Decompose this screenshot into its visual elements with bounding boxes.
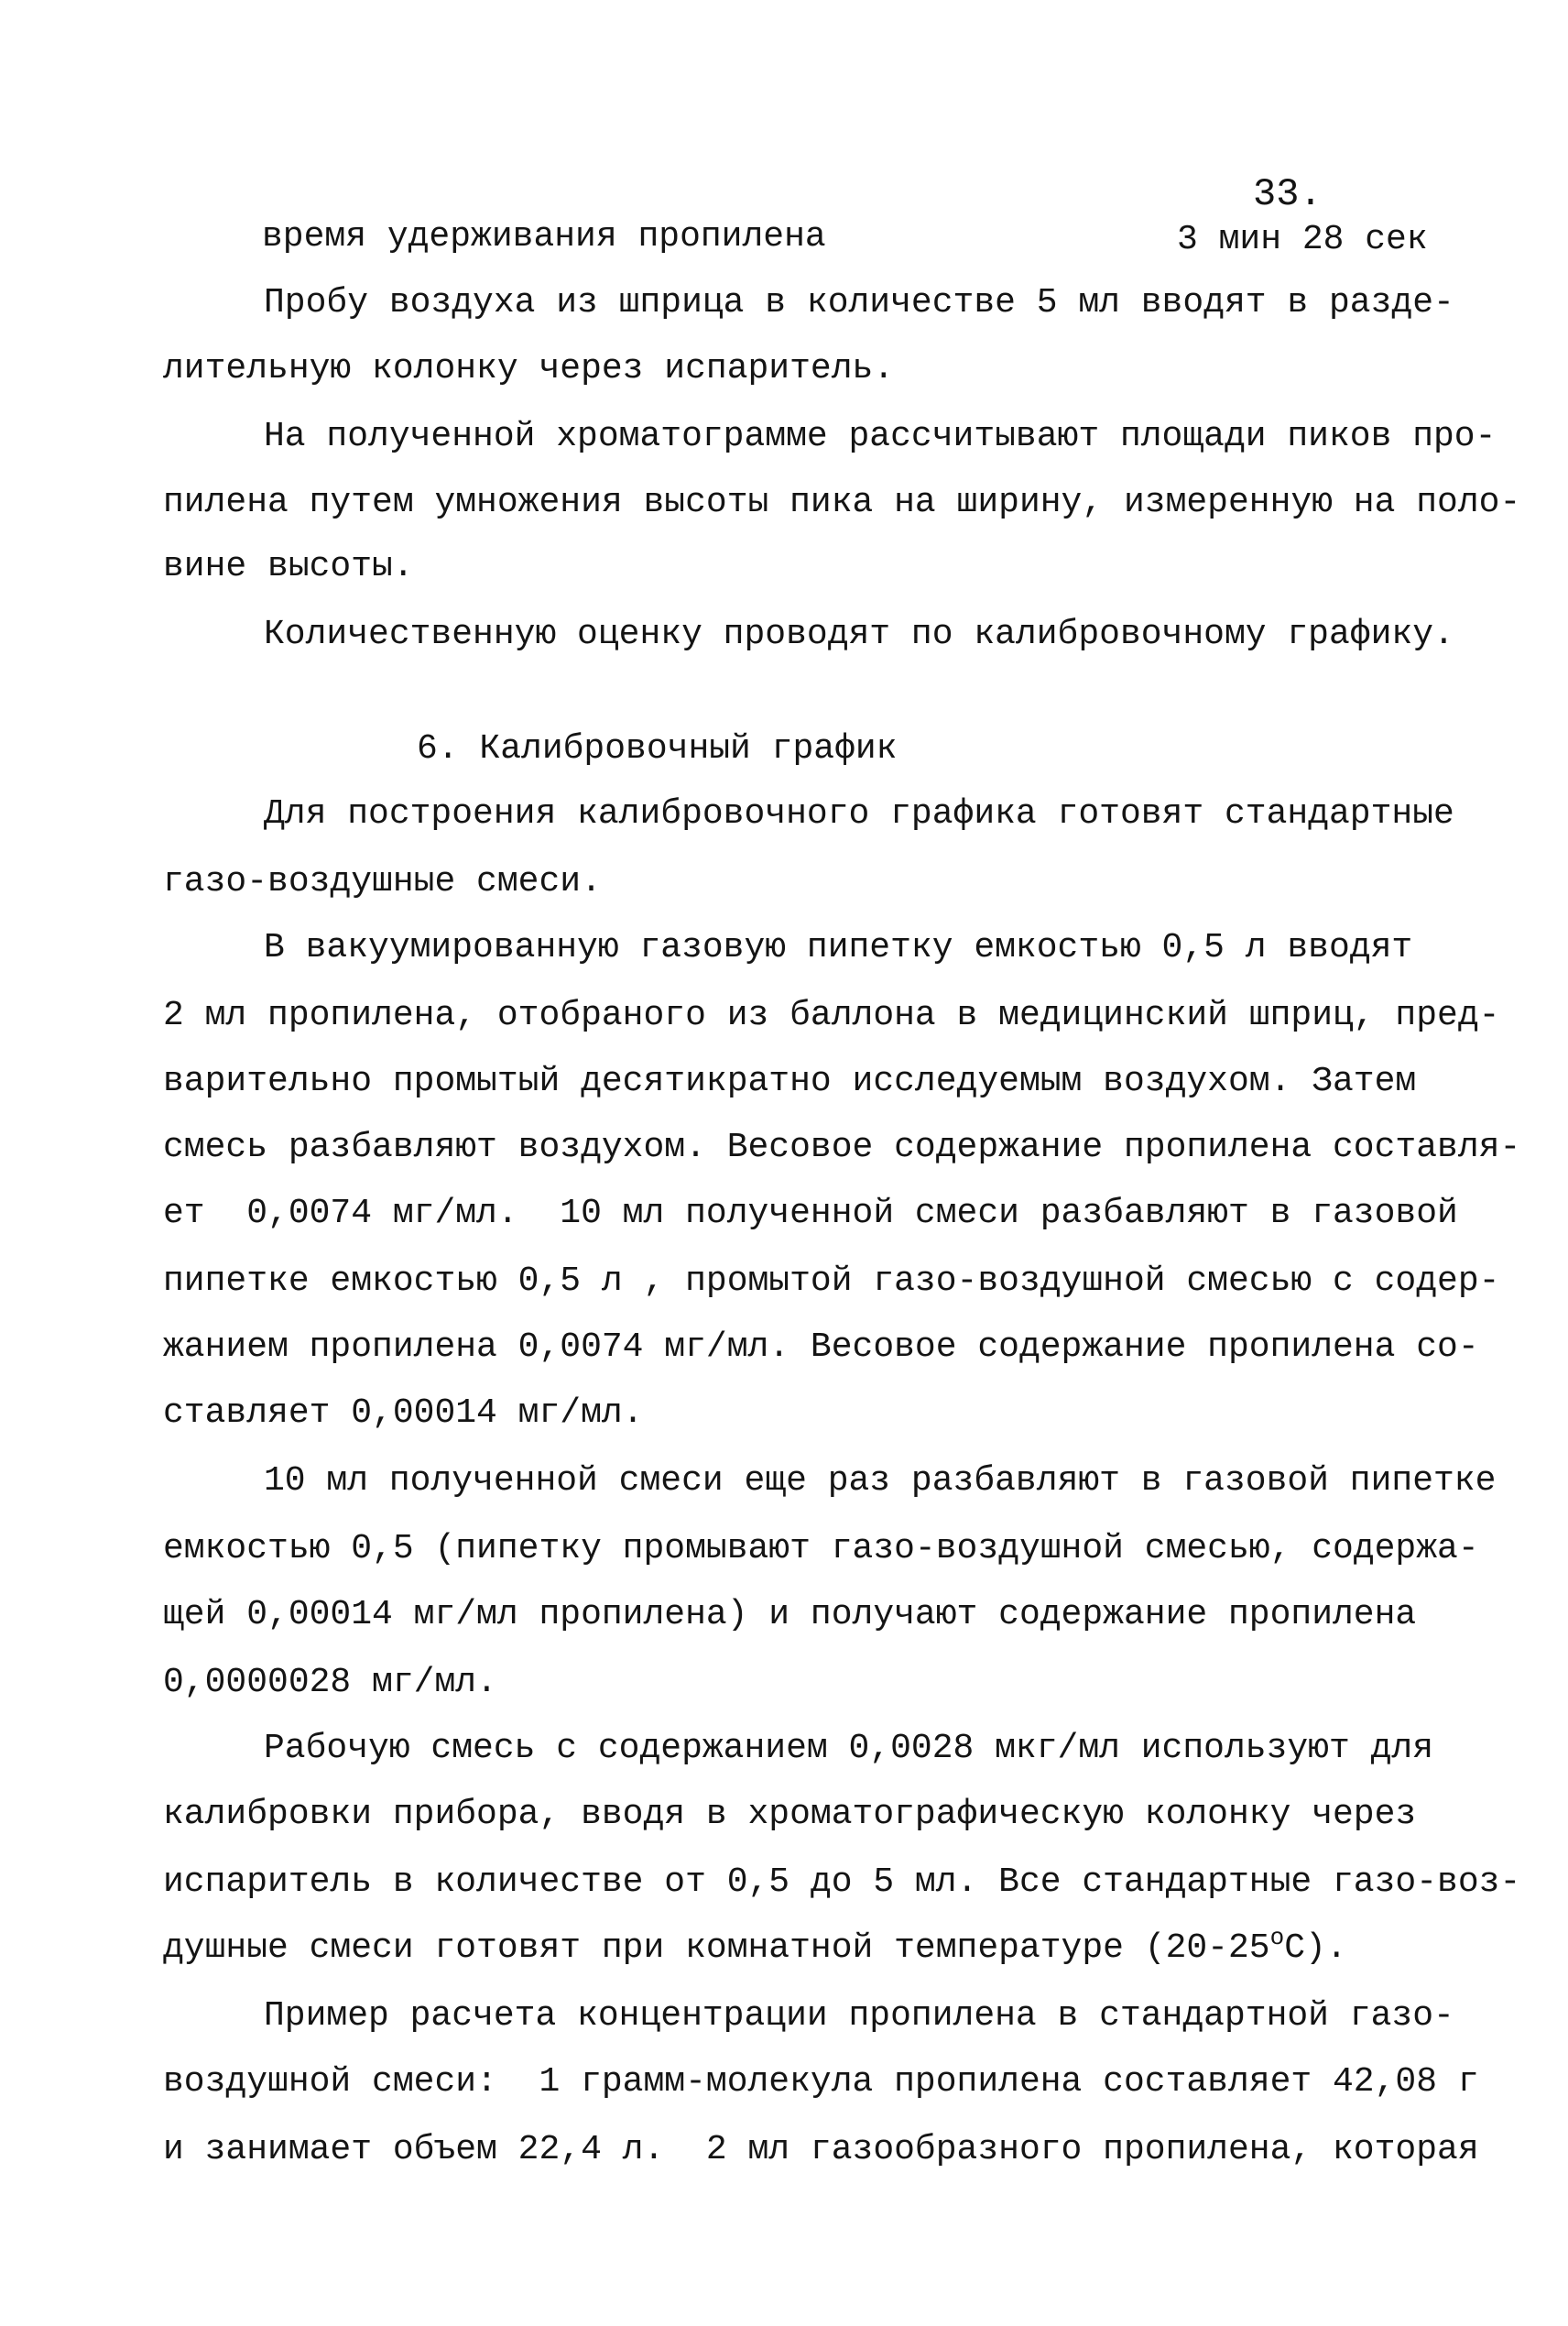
section-heading: 6. Калибровочный график xyxy=(417,729,898,769)
text-line: Пример расчета концентрации пропилена в стандартной газо- xyxy=(264,1996,1454,2036)
text-line-with-superscript xyxy=(163,1924,1347,1968)
text-segment: душные смеси готовят при комнатной температуре (20-25 xyxy=(163,1928,1270,1968)
page-number: 33. xyxy=(1253,172,1323,216)
text-line: В вакуумированную газовую пипетку емкостью 0,5 л вводят xyxy=(264,928,1413,967)
text-line: Для построения калибровочного графика готовят стандартные xyxy=(264,794,1454,834)
text-line: пилена путем умножения высоты пика на ширину, измеренную на поло- xyxy=(163,483,1521,522)
text-line: жанием пропилена 0,0074 мг/мл. Весовое содержание пропилена со- xyxy=(163,1327,1479,1367)
text-line: газо-воздушные смеси. xyxy=(163,862,602,901)
text-line: 2 мл пропилена, отобраного из баллона в медицинский шприц, пред- xyxy=(163,996,1500,1035)
text-line: вине высоты. xyxy=(163,547,414,586)
text-line: испаритель в количестве от 0,5 до 5 мл. Все стандартные газо-воз- xyxy=(163,1862,1521,1902)
text-line: воздушной смеси: 1 грамм-молекула пропилена составляет 42,08 г xyxy=(163,2062,1479,2102)
text-segment: C). xyxy=(1284,1928,1347,1968)
text-line: ет 0,0074 мг/мл. 10 мл полученной смеси разбавляют в газовой xyxy=(163,1194,1458,1233)
text-line: калибровки прибора, вводя в хроматографическую колонку через xyxy=(163,1795,1417,1834)
retention-time-value: 3 мин 28 сек xyxy=(1177,220,1428,259)
text-line: ставляет 0,00014 мг/мл. xyxy=(163,1393,644,1433)
text-line: лительную колонку через испаритель. xyxy=(163,349,895,388)
text-line: пипетке емкостью 0,5 л , промытой газо-воздушной смесью с содер- xyxy=(163,1261,1500,1301)
text-line: щей 0,00014 мг/мл пропилена) и получают содержание пропилена xyxy=(163,1595,1417,1634)
text-line: Рабочую смесь с содержанием 0,0028 мкг/мл используют для xyxy=(264,1729,1434,1768)
degree-superscript: o xyxy=(1269,1924,1285,1951)
text-line: 0,0000028 мг/мл. xyxy=(163,1663,497,1702)
text-line: 10 мл полученной смеси еще раз разбавляют в газовой пипетке xyxy=(264,1461,1497,1501)
text-line: варительно промытый десятикратно исследуемым воздухом. Затем xyxy=(163,1062,1417,1101)
text-line: емкостью 0,5 (пипетку промывают газо-воздушной смесью, содержа- xyxy=(163,1529,1479,1568)
text-line: Количественную оценку проводят по калибровочному графику. xyxy=(264,615,1454,654)
text-line: На полученной хроматограмме рассчитывают площади пиков про- xyxy=(264,417,1497,456)
text-line: и занимает объем 22,4 л. 2 мл газообразного пропилена, которая xyxy=(163,2130,1479,2169)
retention-time-label: время удерживания пропилена xyxy=(262,217,826,257)
text-line: смесь разбавляют воздухом. Весовое содержание пропилена составля- xyxy=(163,1128,1521,1167)
text-line: Пробу воздуха из шприца в количестве 5 мл вводят в разде- xyxy=(264,283,1454,322)
